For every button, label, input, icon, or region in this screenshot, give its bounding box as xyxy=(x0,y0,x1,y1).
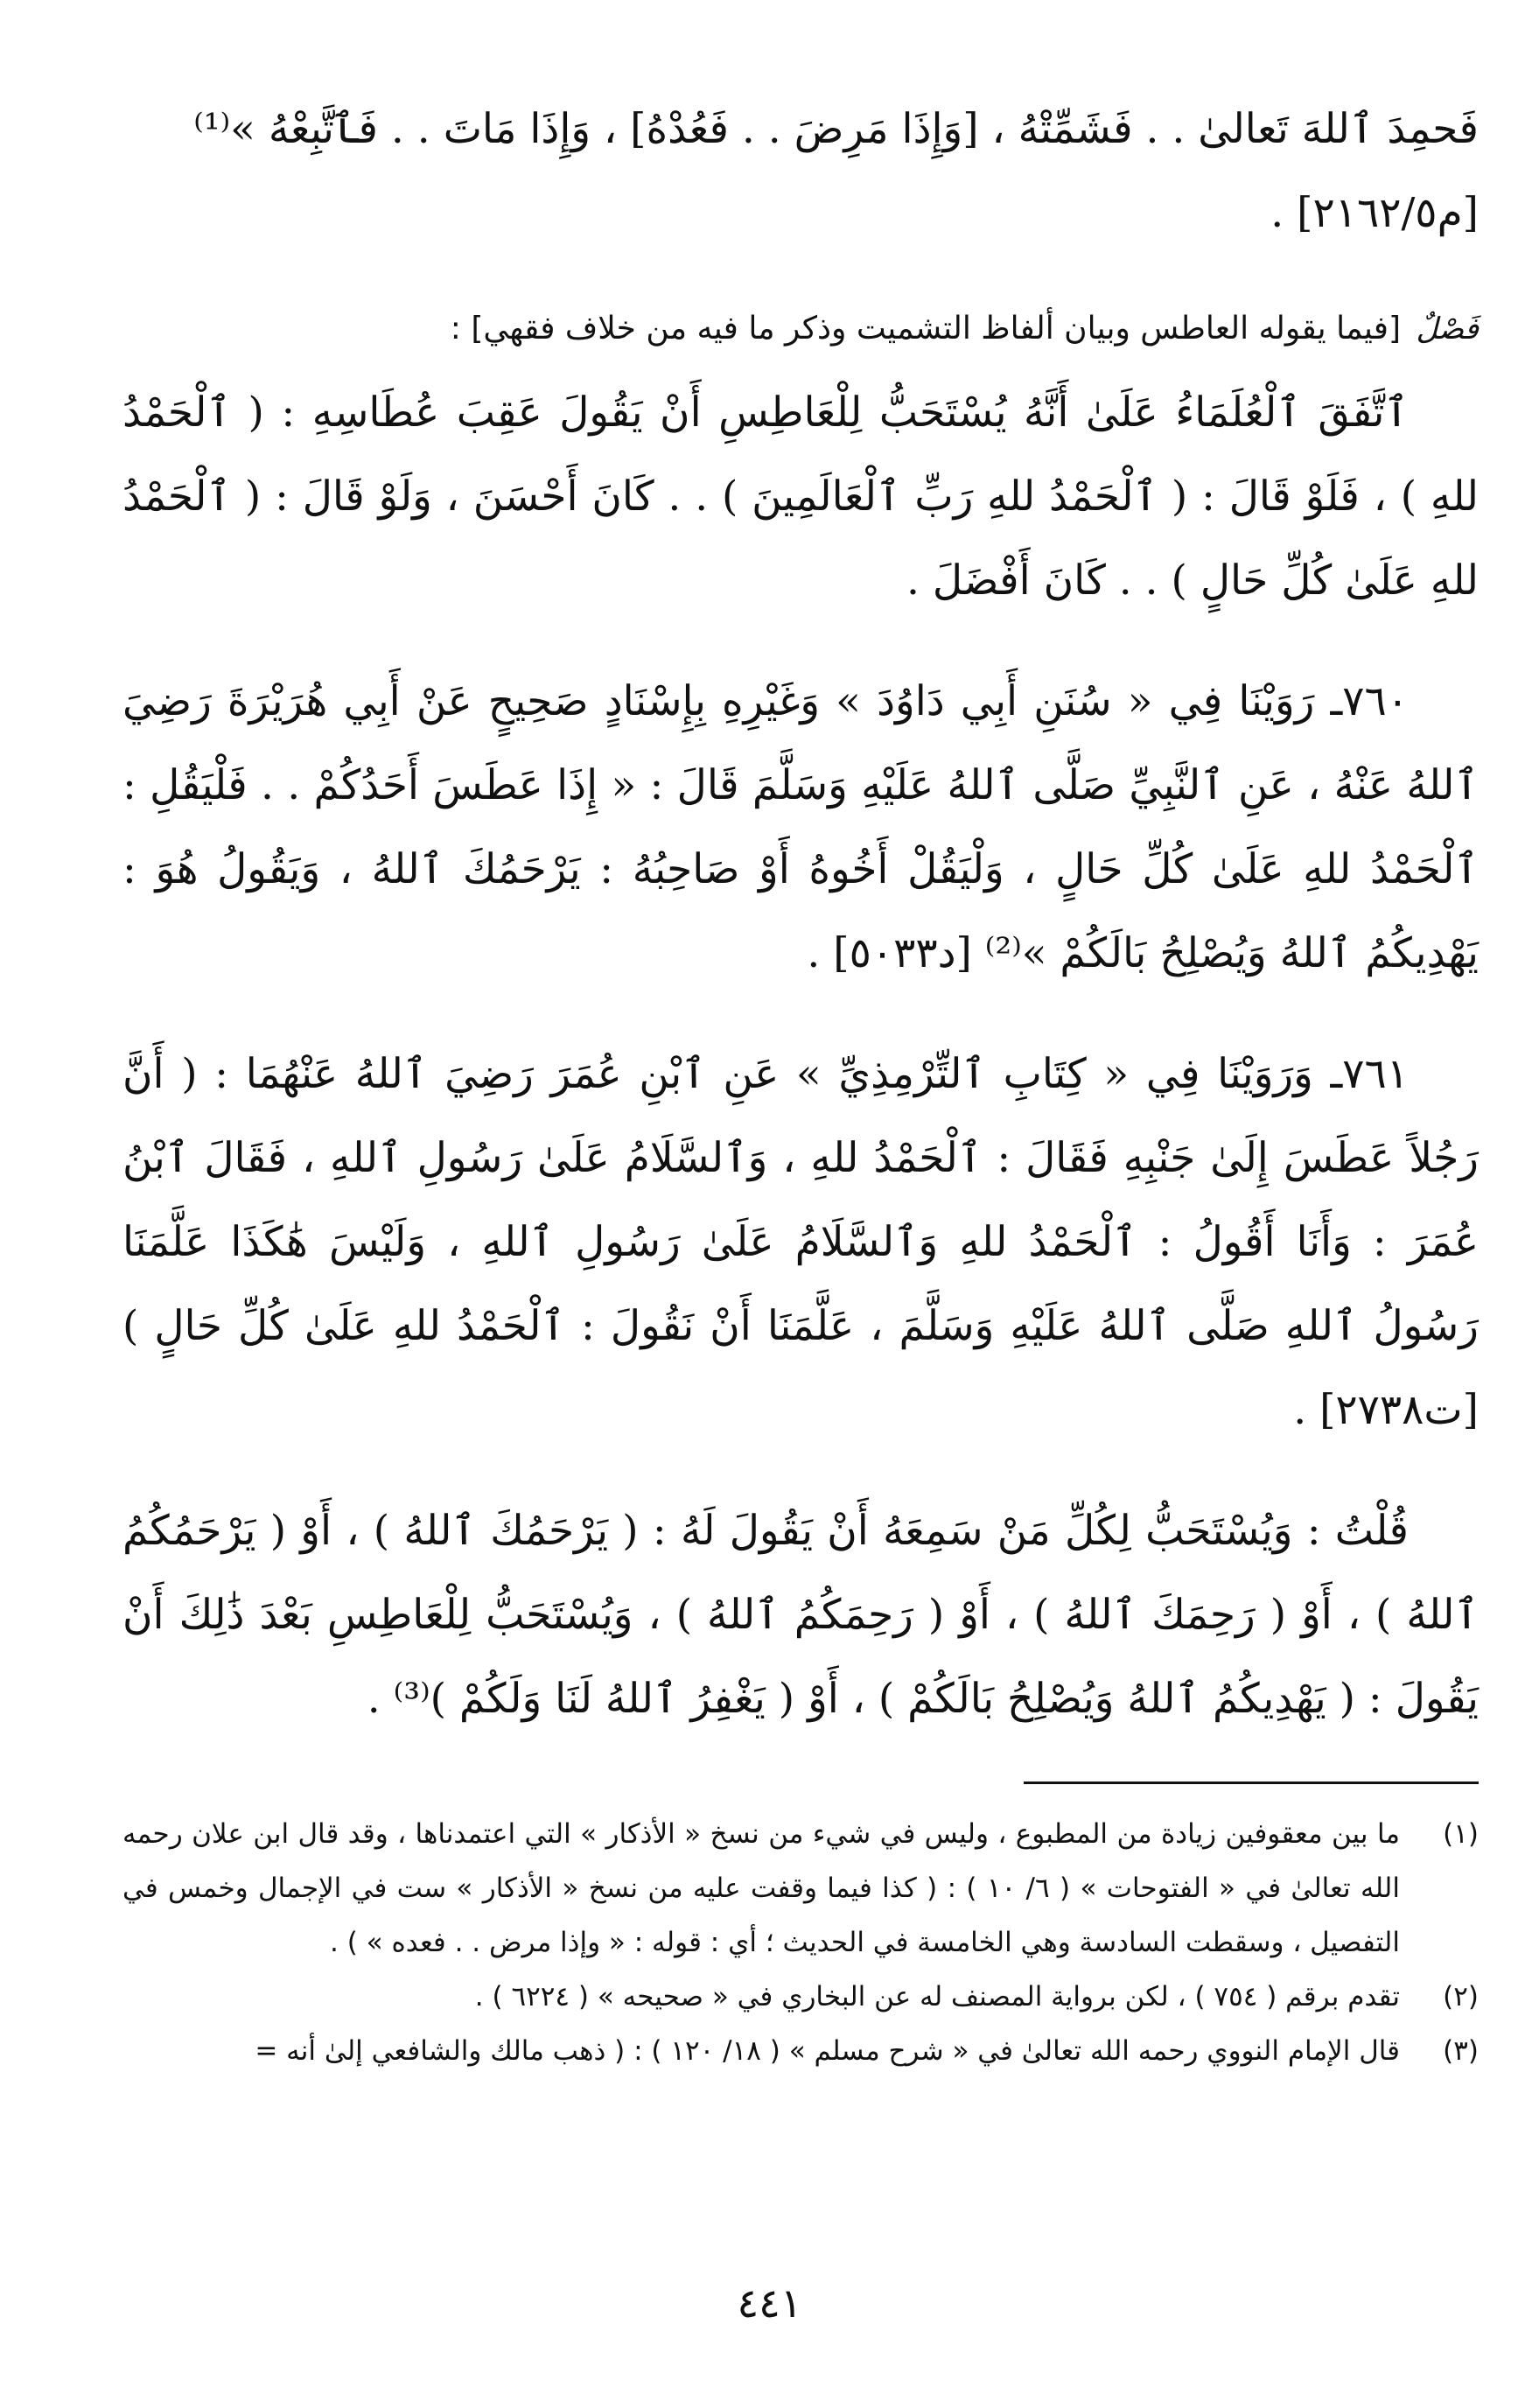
paragraph-intro: ٱتَّفَقَ ٱلْعُلَمَاءُ عَلَىٰ أَنَّهُ يُسْتَحَبُّ لِلْعَاطِسِ أَنْ يَقُولَ عَقِبَ عُطَاسِهِ : ( ٱلْحَمْدُ للهِ ) ، فَلَوْ قَالَ : ( ٱلْحَمْدُ للهِ رَبِّ ٱلْعَالَمِينَ ) . . كَانَ أَحْسَنَ ، وَلَوْ قَالَ : ( ٱلْحَمْدُ للهِ عَلَىٰ كُلِّ حَالٍ ) . . كَانَ أَفْضَلَ . xyxy=(122,388,1479,605)
hadith-760: ٧٦٠ـ رَوَيْنَا فِي « سُنَنِ أَبِي دَاوُدَ » وَغَيْرِهِ بِإِسْنَادٍ صَحِيحٍ عَنْ أَبِي هُرَيْرَةَ رَضِيَ ٱللهُ عَنْهُ ، عَنِ ٱلنَّبِيِّ صَلَّى ٱللهُ عَلَيْهِ وَسَلَّمَ قَالَ : « إِذَا عَطَسَ أَحَدُكُمْ . . فَلْيَقُلِ : ٱلْحَمْدُ للهِ عَلَىٰ كُلِّ حَالٍ ، وَلْيَقُلْ أَخُوهُ أَوْ صَاحِبُهُ : يَرْحَمُكَ ٱللهُ ، وَيَقُولُ هُوَ : يَهْدِيكُمُ ٱللهُ وَيُصْلِحُ بَالَكُمْ »⁽²⁾ [د٥٠٣٣] . xyxy=(122,677,1479,977)
paragraph-qultu: قُلْتُ : وَيُسْتَحَبُّ لِكُلِّ مَنْ سَمِعَهُ أَنْ يَقُولَ لَهُ : ( يَرْحَمُكَ ٱللهُ ) ، أَوْ ( يَرْحَمُكُمُ ٱللهُ ) ، أَوْ ( رَحِمَكَ ٱللهُ ) ، أَوْ ( رَحِمَكُمُ ٱللهُ ) ، وَيُسْتَحَبُّ لِلْعَاطِسِ بَعْدَ ذَٰلِكَ أَنْ يَقُولَ : ( يَهْدِيكُمُ ٱللهُ وَيُصْلِحُ بَالَكُمْ ) ، أَوْ ( يَغْفِرُ ٱللهُ لَنَا وَلَكُمْ )⁽³⁾ . xyxy=(122,1507,1479,1723)
footnote-number: (١) xyxy=(1443,1818,1479,1850)
section-mark: فَصْلٌ xyxy=(1416,312,1479,346)
section-heading xyxy=(122,303,1479,355)
hadith-761: ٧٦١ـ وَرَوَيْنَا فِي « كِتَابِ ٱلتِّرْمِذِيِّ » عَنِ ٱبْنِ عُمَرَ رَضِيَ ٱللهُ عَنْهُمَا : ( أَنَّ رَجُلاً عَطَسَ إِلَىٰ جَنْبِهِ فَقَالَ : ٱلْحَمْدُ للهِ ، وَٱلسَّلَامُ عَلَىٰ رَسُولِ ٱللهِ ، فَقَالَ ٱبْنُ عُمَرَ : وَأَنَا أَقُولُ : ٱلْحَمْدُ للهِ وَٱلسَّلَامُ عَلَىٰ رَسُولِ ٱللهِ ، وَلَيْسَ هَٰكَذَا عَلَّمَنَا رَسُولُ ٱللهِ صَلَّى ٱللهُ عَلَيْهِ وَسَلَّمَ ، عَلَّمَنَا أَنْ نَقُولَ : ٱلْحَمْدُ للهِ عَلَىٰ كُلِّ حَالٍ ) [ت٢٧٣٨] . xyxy=(122,1050,1479,1434)
footnote-text: قال الإمام النووي رحمه الله تعالىٰ في « شرح مسلم » ( ١٨/ ١٢٠ ) : ( ذهب مالك والشافعي إلىٰ أنه = xyxy=(255,2035,1400,2067)
page-body xyxy=(122,88,1479,2078)
section-heading-text: [فيما يقوله العاطس وبيان ألفاظ التشميت وذكر ما فيه من خلاف فقهي] : xyxy=(450,311,1402,346)
page-number: ٤٤١ xyxy=(737,2279,802,2327)
continuation-line-2: [م٢١٦٢/٥] . xyxy=(1270,189,1479,237)
continuation-text xyxy=(122,88,1479,256)
continuation-line-1: فَحمِدَ ٱللهَ تَعالىٰ . . فَشَمِّتْهُ ، [وَإِذَا مَرِضَ . . فَعُدْهُ] ، وَإِذَا مَاتَ . . فَٱتَّبِعْهُ »⁽¹⁾ xyxy=(193,105,1479,153)
main-text xyxy=(122,371,1479,1741)
footnote-2 xyxy=(122,1970,1479,2024)
footnote-1 xyxy=(122,1807,1479,1970)
footnote-3 xyxy=(122,2024,1479,2078)
footnote-text: ما بين معقوفين زيادة من المطبوع ، وليس في شيء من نسخ « الأذكار » التي اعتمدناها ، وقد قال ابن علان رحمه الله تعالىٰ في « الفتوحات » ( ٦/ ١٠ ) : ( كذا فيما وقفت عليه من نسخ « الأذكار » ست في الإجمال وخمس في التفصيل ، وسقطت السادسة وهي الخامسة في الحديث ؛ أي : قوله : « وإذا مرض . . فعده » ) . xyxy=(122,1818,1400,1958)
footnote-number: (٢) xyxy=(1443,1981,1479,2012)
footnote-text: تقدم برقم ( ٧٥٤ ) ، لكن برواية المصنف له عن البخاري في « صحيحه » ( ٦٢٢٤ ) . xyxy=(474,1981,1400,2012)
footnotes xyxy=(122,1807,1479,2078)
footnote-number: (٣) xyxy=(1443,2035,1479,2067)
footnote-separator xyxy=(1024,1782,1479,1784)
